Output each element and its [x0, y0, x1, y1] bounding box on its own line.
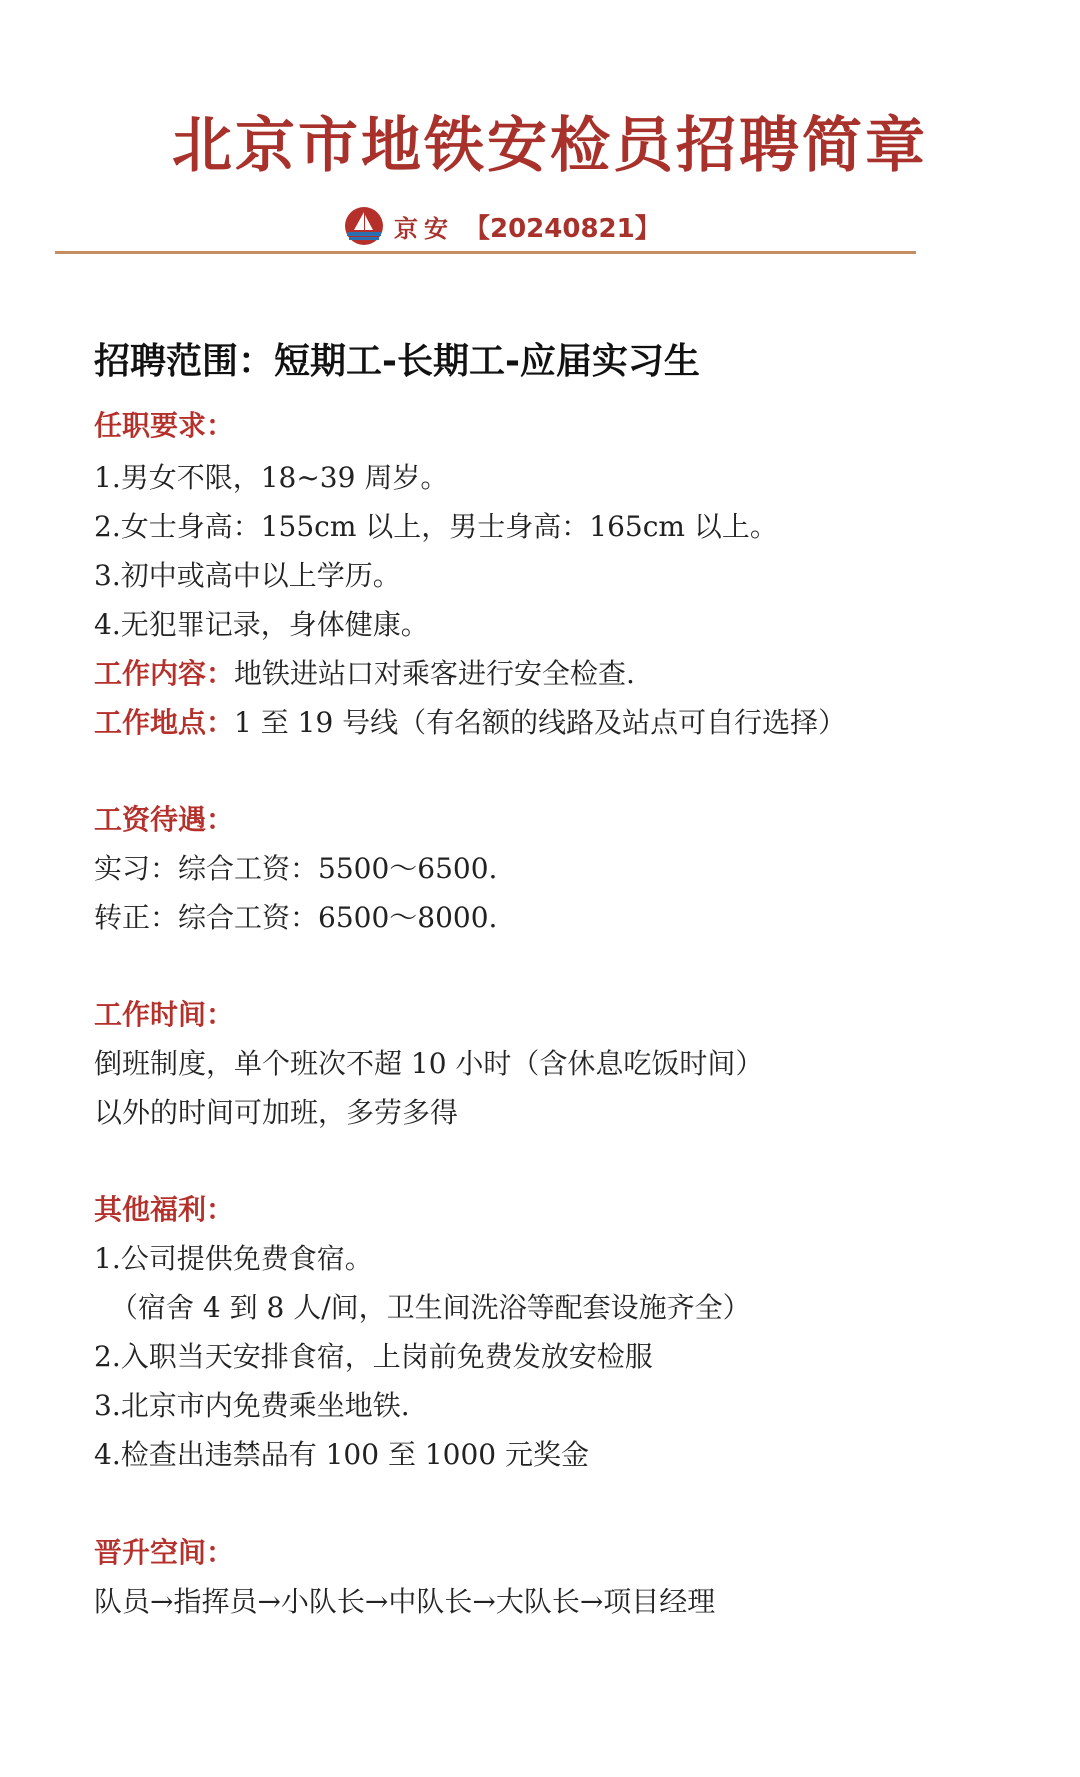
work-time-item: 以外的时间可加班，多劳多得 — [94, 1096, 459, 1129]
requirement-item: 3.初中或高中以上学历。 — [94, 559, 401, 592]
benefit-item: 2.入职当天安排食宿，上岗前免费发放安检服 — [94, 1340, 653, 1373]
job-content-line — [94, 652, 635, 696]
brand-name: 京安 — [394, 213, 454, 243]
work-time-heading: 工作时间： — [94, 998, 235, 1031]
sailboat-logo-icon — [344, 206, 384, 246]
benefit-item: （宿舍 4 到 8 人/间，卫生间洗浴等配套设施齐全） — [110, 1291, 751, 1324]
job-location-label: 工作地点： — [94, 706, 235, 739]
job-content-label: 工作内容： — [94, 657, 235, 690]
salary-item: 转正：综合工资：6500～8000. — [94, 901, 498, 934]
promotion-heading: 晋升空间： — [94, 1536, 235, 1569]
header-divider — [55, 251, 916, 254]
requirements-heading: 任职要求： — [94, 409, 235, 442]
page-title: 北京市地铁安检员招聘简章 — [172, 111, 928, 181]
requirement-item: 1.男女不限，18~39 周岁。 — [94, 461, 449, 494]
benefit-item: 3.北京市内免费乘坐地铁. — [94, 1389, 410, 1422]
work-time-item: 倒班制度，单个班次不超 10 小时（含休息吃饭时间） — [94, 1047, 764, 1080]
salary-heading: 工资待遇： — [94, 803, 235, 836]
benefit-item: 4.检查出违禁品有 100 至 1000 元奖金 — [94, 1438, 590, 1471]
job-content-text: 地铁进站口对乘客进行安全检查. — [234, 657, 635, 690]
salary-item: 实习：综合工资：5500～6500. — [94, 852, 498, 885]
job-location-text: 1 至 19 号线（有名额的线路及站点可自行选择） — [234, 706, 847, 739]
requirement-item: 2.女士身高：155cm 以上，男士身高：165cm 以上。 — [94, 510, 778, 543]
requirement-item: 4.无犯罪记录，身体健康。 — [94, 608, 429, 641]
job-location-line — [94, 701, 846, 745]
brand-line — [344, 204, 661, 248]
benefits-heading: 其他福利： — [94, 1193, 235, 1226]
recruitment-scope: 招聘范围：短期工-长期工-应届实习生 — [94, 341, 700, 382]
issue-code: 【20240821】 — [464, 213, 661, 244]
promotion-path: 队员→指挥员→小队长→中队长→大队长→项目经理 — [94, 1585, 716, 1618]
benefit-item: 1.公司提供免费食宿。 — [94, 1242, 373, 1275]
